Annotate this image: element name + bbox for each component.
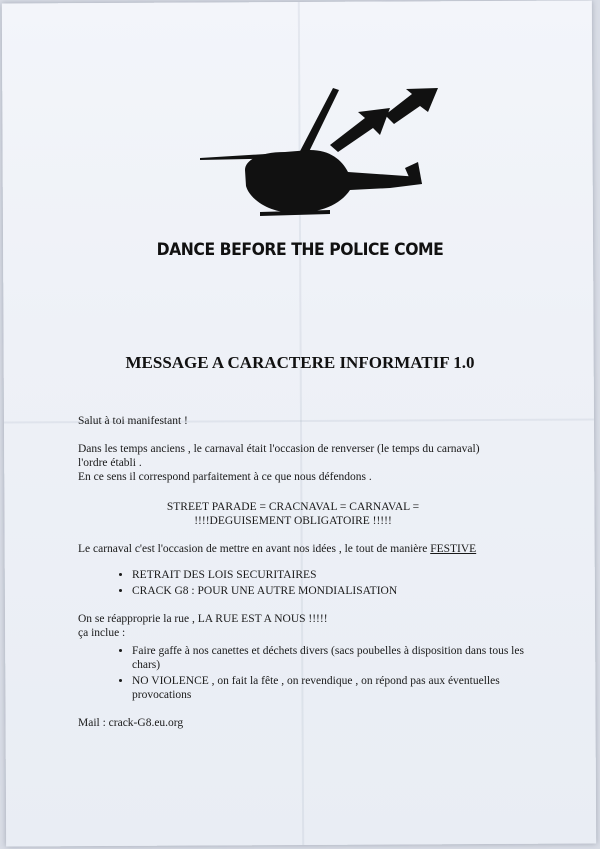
ideas-paragraph [78, 542, 548, 556]
parade-line: STREET PARADE = CRACNAVAL = CARNAVAL = [166, 501, 420, 513]
motion-arrow-icon [330, 88, 438, 152]
street-line: On se réapproprie la rue , LA RUE EST A NOUS !!!!! [78, 613, 328, 625]
rules-list [78, 644, 548, 702]
list-item: • Faire gaffe à nos canettes et déchets divers (sacs poubelles à disposition dans tous les chars) [132, 644, 548, 672]
slogan: DANCE BEFORE THE POLICE COME [156, 240, 444, 260]
helicopter-logo [190, 80, 460, 230]
intro-line: En ce sens il correspond parfaitement à ce que nous défendons . [78, 471, 372, 483]
list-item: • CRACK G8 : POUR UNE AUTRE MONDIALISATION [132, 584, 548, 598]
parade-line: !!!!DEGUISEMENT OBLIGATOIRE !!!!! [194, 515, 392, 527]
helicopter-body [245, 150, 422, 213]
intro-line: l'ordre établi . [78, 457, 142, 469]
rotor-blade-up [298, 88, 339, 158]
page-title: MESSAGE A CARACTERE INFORMATIF 1.0 [125, 353, 475, 372]
intro-line: Dans les temps anciens , le carnaval était l'occasion de renverser (le temps du carnaval) [78, 443, 480, 455]
list-item: • NO VIOLENCE , on fait la fête , on revendique , on répond pas aux éventuelles provocations [132, 674, 548, 702]
demands-list [78, 568, 548, 598]
greeting: Salut à toi manifestant ! [78, 415, 188, 427]
mail-line: Mail : crack-G8.eu.org [78, 717, 184, 729]
festive-emphasis: FESTIVE [430, 543, 477, 555]
street-line: ça inclue : [78, 627, 126, 639]
flyer-body [78, 414, 548, 730]
ideas-text: Le carnaval c'est l'occasion de mettre en avant nos idées , le tout de manière [78, 543, 431, 555]
list-item: • RETRAIT DES LOIS SECURITAIRES [132, 568, 548, 582]
